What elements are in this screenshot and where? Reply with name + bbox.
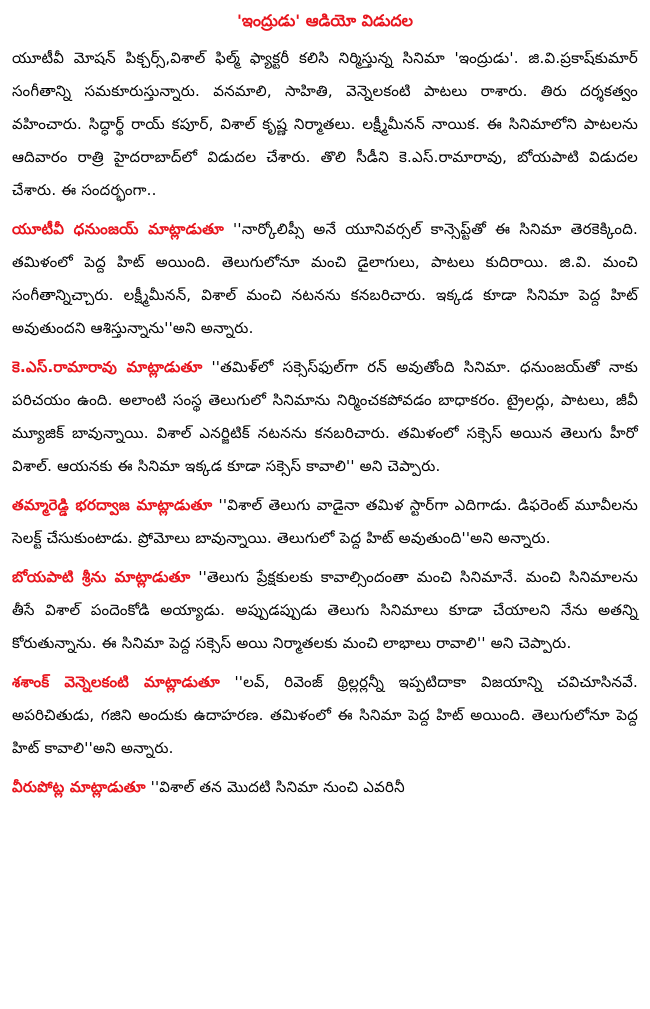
quote-veerupotla: ''విశాల్ తన మొదటి సినిమా నుంచి ఎవరినీ xyxy=(145,778,405,796)
speaker-ksramarao: కె.ఎస్.రామారావు మాట్లాడుతూ xyxy=(12,358,203,376)
quote-ksramarao: ''తమిళ్‌లో సక్సెస్‌ఫుల్‌గా రన్ అవుతోంది సినిమా. ధనుంజయ్‌తో నాకు పరిచయం ఉంది. అలాంటి సంస్థ తెలుగులో సినిమాను నిర్మించకపోవడం బాధాకరం. ట్రైలర్లు, పాటలు, జీవీ మ్యూజిక్ బావున్నాయి. విశాల్ ఎనర్జిటిక్ నటనను కనబరిచారు. తమిళంలో సక్సెస్ అయిన తెలుగు హీరో విశాల్. ఆయనకు ఈ సినిమా ఇక్కడ కూడా సక్సెస్ కావాలి'' అని చెప్పారు. xyxy=(12,358,638,475)
quote-dhanunjay: ''నార్కోలిప్సీ అనే యూనివర్సల్ కాన్సెప్ట్‌తో ఈ సినిమా తెరకెక్కింది. తమిళంలో పెద్ద హిట్ అయింది. తెలుగులోనూ మంచి డైలాగులు, పాటలు కుదిరాయి. జి.వి. మంచి సంగీతాన్నిచ్చారు. లక్ష్మీమీనన్, విశాల్ మంచి నటనను కనబరిచారు. ఇక్కడ కూడా సినిమా పెద్ద హిట్ అవుతుందని ఆశిస్తున్నాను''అని అన్నారు. xyxy=(12,220,638,337)
quote-paragraph-ksramarao xyxy=(12,351,638,483)
quote-paragraph-sasank xyxy=(12,666,638,765)
quote-sasank: ''లవ్, రివెంజ్ థ్రిల్లర్లన్నీ ఇప్పటిదాకా విజయాన్ని చవిచూసినవే. అపరిచితుడు, గజిని అందుకు ఉదాహరణ. తమిళంలో ఈ సినిమా పెద్ద హిట్ అయింది. తెలుగులోనూ పెద్ద హిట్ కావాలి''అని అన్నారు. xyxy=(12,673,638,757)
article-headline: 'ఇంద్రుడు' ఆడియో విడుదల xyxy=(237,11,413,30)
quote-tammareddy: ''విశాల్ తెలుగు వాడైనా తమిళ స్టార్‌గా ఎదిగాడు. డిఫరెంట్ మూవీలను సెలక్ట్ చేసుకుంటాడు. ప్రోమోలు బావున్నాయి. తెలుగులో పెద్ద హిట్ అవుతుంది''అని అన్నారు. xyxy=(12,496,638,547)
quote-paragraph-veerupotla xyxy=(12,771,638,804)
quote-boyapati: ''తెలుగు ప్రేక్షకులకు కావాల్సిందంతా మంచి సినిమానే. మంచి సినిమాలను తీసే విశాల్ పందెంకోడి అయ్యాడు. అప్పుడప్పుడు తెలుగు సినిమాలు కూడా చేయాలని నేను అతన్ని కోరుతున్నాను. ఈ సినిమా పెద్ద సక్సెస్ అయి నిర్మాతలకు మంచి లాభాలు రావాలి'' అని చెప్పారు. xyxy=(12,568,638,652)
quote-paragraph-dhanunjay xyxy=(12,213,638,345)
intro-paragraph: యూటీవీ మోషన్ పిక్చర్స్,విశాల్ ఫిల్మ్ ఫ్యాక్టరీ కలిసి నిర్మిస్తున్న సినిమా 'ఇంద్రుడు'. జి.వి.ప్రకాష్‌కుమార్ సంగీతాన్ని సమకూరుస్తున్నారు. వనమాలి, సాహితి, వెన్నెలకంటి పాటలు రాశారు. తిరు దర్శకత్వం వహించారు. సిద్ధార్థ్ రాయ్ కపూర్, విశాల్ కృష్ణ నిర్మాతలు. లక్ష్మీమీనన్ నాయిక. ఈ సినిమాలోని పాటలను ఆదివారం రాత్రి హైదరాబాద్‌లో విడుదల చేశారు. తొలి సీడీని కె.ఎస్.రామారావు, బోయపాటి విడుదల చేశారు. ఈ సందర్భంగా.. xyxy=(12,49,638,199)
speaker-sasank: శశాంక్ వెన్నెలకంటి మాట్లాడుతూ xyxy=(12,673,220,691)
quote-paragraph-boyapati xyxy=(12,561,638,660)
speaker-tammareddy: తమ్మారెడ్డి భరద్వాజ మాట్లాడుతూ xyxy=(12,496,213,514)
speaker-dhanunjay: యూటీవీ ధనుంజయ్ మాట్లాడుతూ xyxy=(12,220,224,238)
speaker-boyapati: బోయపాటి శ్రీను మాట్లాడుతూ xyxy=(12,568,191,586)
speaker-veerupotla: వీరుపోట్ల మాట్లాడుతూ xyxy=(12,778,146,796)
quote-paragraph-tammareddy xyxy=(12,489,638,555)
